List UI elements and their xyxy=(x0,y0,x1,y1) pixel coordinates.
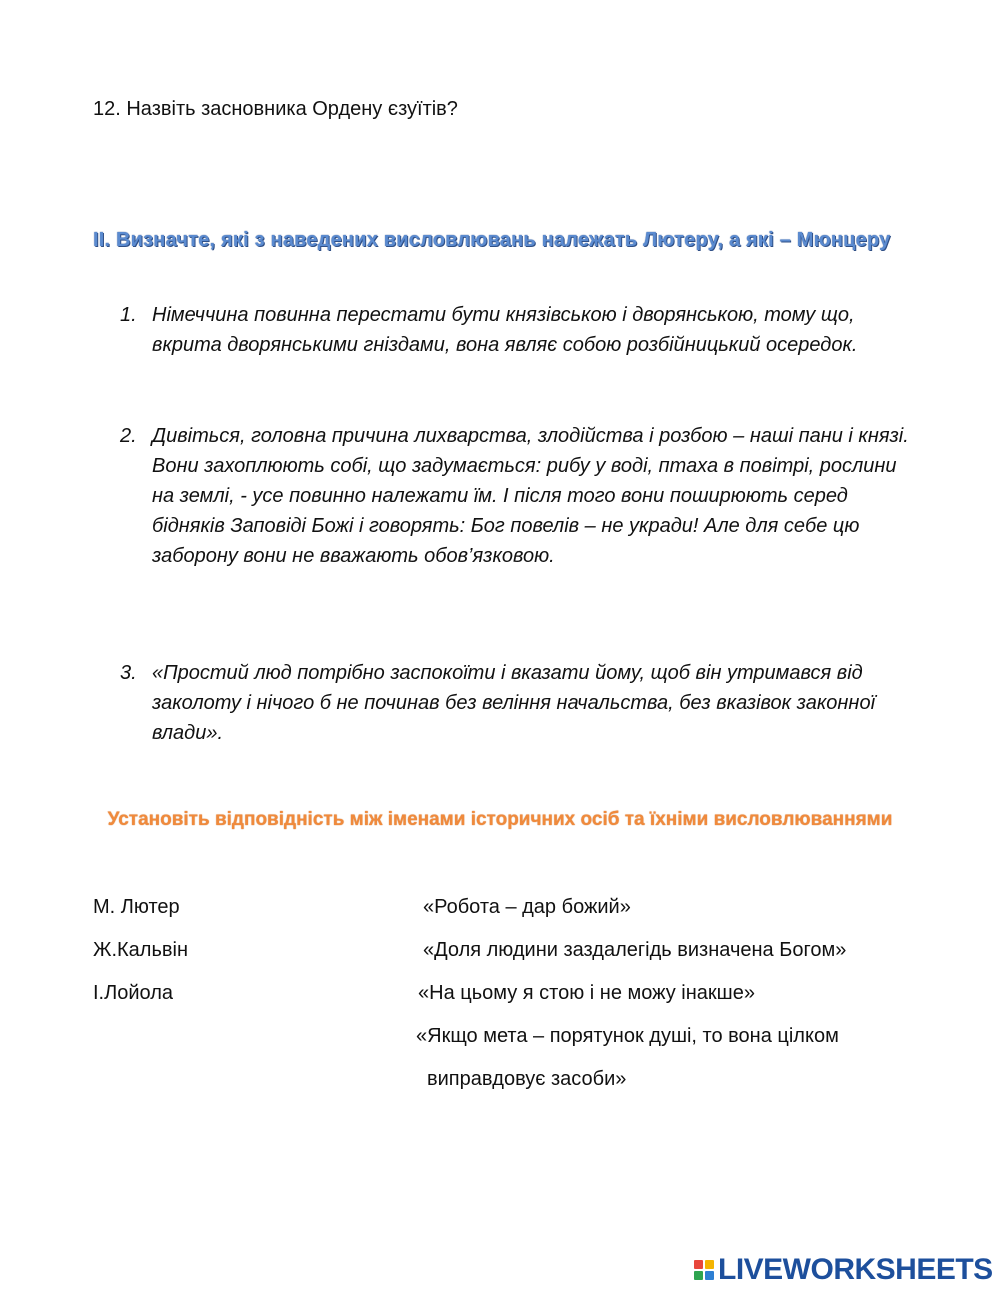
quote-text: Дивіться, головна причина лихварства, злодійства і розбою – наші пани і князі. Вони захоплюють собі, що задумається: рибу у воді, птаха в повітрі, рослини на землі, - усе повинно належати їм. І після того вони поширюють серед бідняків Заповіді Божі і говорять: Бог повелів – не укради! Але для себе цю заборону вони не вважають обов’язковою. xyxy=(152,425,909,567)
liveworksheets-blocks-icon xyxy=(694,1260,714,1280)
quote-text: Німеччина повинна перестати бути князівською і дворянською, тому що, вкрита дворянськими гніздами, вона являє собою розбійницький осередок. xyxy=(152,304,858,356)
name-luther: М. Лютер xyxy=(93,896,180,918)
question-12: 12. Назвіть засновника Ордену єзуїтів? xyxy=(93,98,458,120)
quote-item-1 xyxy=(120,300,920,360)
logo-text: LIVEWORKSHEETS xyxy=(718,1253,993,1286)
quote-number: 3. xyxy=(120,662,137,684)
quote-item-2 xyxy=(120,421,920,571)
name-calvin: Ж.Кальвін xyxy=(93,939,188,961)
section-heading: ІІ. Визначте, які з наведених висловлювань належать Лютеру, а які – Мюнцеру xyxy=(93,229,891,251)
quote-text: «Простий люд потрібно заспокоїти і вказати йому, щоб він утримався від заколоту і нічого б не починав без веління начальства, без вказівок законної влади». xyxy=(152,662,876,744)
name-loyola: І.Лойола xyxy=(93,982,174,1004)
quote-number: 1. xyxy=(120,304,137,326)
saying-2: «Доля людини заздалегідь визначена Богом» xyxy=(423,939,847,961)
saying-4-continued: виправдовує засоби» xyxy=(427,1068,627,1090)
quote-item-3 xyxy=(120,658,920,748)
saying-4: «Якщо мета – порятунок душі, то вона цілком xyxy=(416,1025,839,1047)
liveworksheets-logo xyxy=(694,1255,993,1285)
matching-heading: Установіть відповідність між іменами історичних осіб та їхніми висловлюваннями xyxy=(107,809,893,830)
quote-number: 2. xyxy=(120,425,137,447)
saying-1: «Робота – дар божий» xyxy=(423,896,631,918)
saying-3: «На цьому я стою і не можу інакше» xyxy=(418,982,755,1004)
